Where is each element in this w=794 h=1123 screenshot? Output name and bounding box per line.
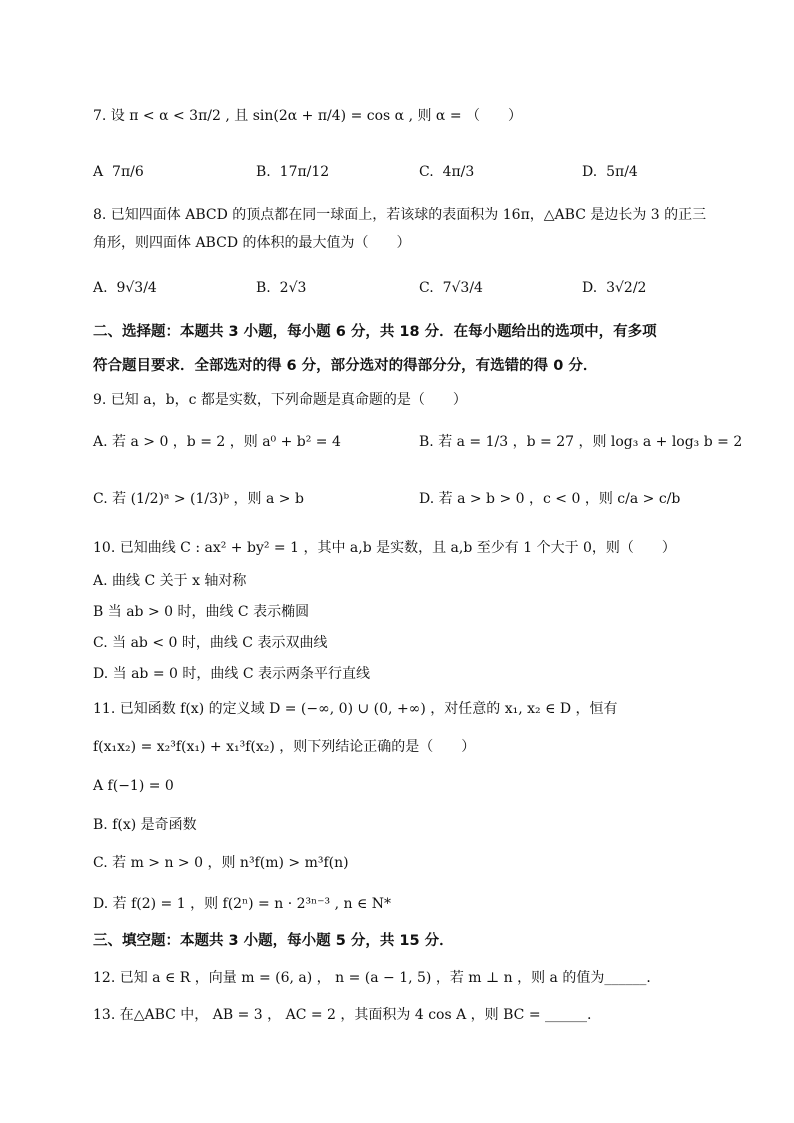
option-value: 2√3 — [279, 280, 307, 296]
option-label: B. — [256, 280, 271, 296]
q8-option-d — [582, 278, 646, 298]
q9-option-a: A. 若 a > 0 ，b = 2 ，则 a⁰ + b² = 4 — [93, 434, 341, 450]
option-label: D. — [582, 164, 598, 180]
question-11-line1: 11. 已知函数 f(x) 的定义域 D = (−∞, 0) ∪ (0, +∞) ，对任意的 x₁, x₂ ∈ D ，恒有 — [93, 701, 618, 717]
option-label: A. — [93, 280, 108, 296]
q10-option-d: D. 当 ab = 0 时，曲线 C 表示两条平行直线 — [93, 666, 370, 682]
option-value: 17π/12 — [279, 164, 330, 180]
option-value: 5π/4 — [606, 164, 638, 180]
question-8-line1: 8. 已知四面体 ABCD 的顶点都在同一球面上，若该球的表面积为 16π，△ABC 是边长为 3 的正三 — [93, 207, 707, 223]
q11-option-c: C. 若 m > n > 0 ，则 n³f(m) > m³f(n) — [93, 855, 349, 871]
q11-option-d: D. 若 f(2) = 1 ，则 f(2ⁿ) = n · 2³ⁿ⁻³ , n ∈ N* — [93, 896, 392, 912]
q11-option-a: A f(−1) = 0 — [93, 778, 174, 794]
question-9: 9. 已知 a，b，c 都是实数，下列命题是真命题的是（ ） — [93, 392, 467, 408]
question-12: 12. 已知 a ∈ R ，向量 m = (6, a) ， n = (a − 1, 5) ，若 m ⊥ n ，则 a 的值为______． — [93, 970, 661, 986]
q11-option-b: B. f(x) 是奇函数 — [93, 817, 197, 833]
option-value: 9√3/4 — [116, 280, 157, 296]
q7-option-d — [582, 162, 638, 182]
question-11-line2: f(x₁x₂) = x₂³f(x₁) + x₁³f(x₂) ，则下列结论正确的是（ ） — [93, 739, 476, 755]
q10-option-a: A. 曲线 C 关于 x 轴对称 — [93, 573, 247, 589]
section-2-heading-line2: 符合题目要求．全部选对的得 6 分，部分选对的得部分分，有选错的得 0 分． — [93, 358, 598, 374]
option-value: 3√2/2 — [606, 280, 647, 296]
question-10: 10. 已知曲线 C : ax² + by² = 1 ，其中 a,b 是实数，且 a,b 至少有 1 个大于 0，则（ ） — [93, 540, 676, 556]
option-label: D. — [582, 280, 598, 296]
q8-option-b — [256, 278, 306, 298]
q7-option-a — [93, 162, 144, 182]
section-3-heading: 三、填空题：本题共 3 小题，每小题 5 分，共 15 分． — [93, 933, 454, 949]
option-label: C. — [419, 164, 434, 180]
q10-option-c: C. 当 ab < 0 时，曲线 C 表示双曲线 — [93, 635, 328, 651]
option-value: 7√3/4 — [442, 280, 483, 296]
q7-option-b — [256, 162, 329, 182]
option-label: B. — [256, 164, 271, 180]
question-7: 7. 设 π < α < 3π/2 , 且 sin(2α + π/4) = cos α , 则 α = （ ） — [93, 108, 523, 124]
q10-option-b: B 当 ab > 0 时，曲线 C 表示椭圆 — [93, 604, 310, 620]
option-value: 4π/3 — [442, 164, 475, 180]
q8-option-c — [419, 278, 483, 298]
q9-option-c: C. 若 (1/2)ᵃ > (1/3)ᵇ ，则 a > b — [93, 491, 304, 507]
option-label: C. — [419, 280, 434, 296]
question-8-line2: 角形，则四面体 ABCD 的体积的最大值为（ ） — [93, 235, 411, 251]
q9-option-b: B. 若 a = 1/3 ，b = 27 ，则 log₃ a + log₃ b = 2 — [419, 434, 743, 450]
section-2-heading-line1: 二、选择题：本题共 3 小题，每小题 6 分，共 18 分．在每小题给出的选项中，有多项 — [93, 324, 657, 340]
option-label: A — [93, 164, 104, 180]
q8-option-a — [93, 278, 157, 298]
question-13: 13. 在△ABC 中， AB = 3 ， AC = 2 ，其面积为 4 cos A ，则 BC = ______. — [93, 1007, 592, 1023]
option-value: 7π/6 — [112, 164, 144, 180]
q7-option-c — [419, 162, 474, 182]
q9-option-d: D. 若 a > b > 0 ，c < 0 ，则 c/a > c/b — [419, 491, 681, 507]
